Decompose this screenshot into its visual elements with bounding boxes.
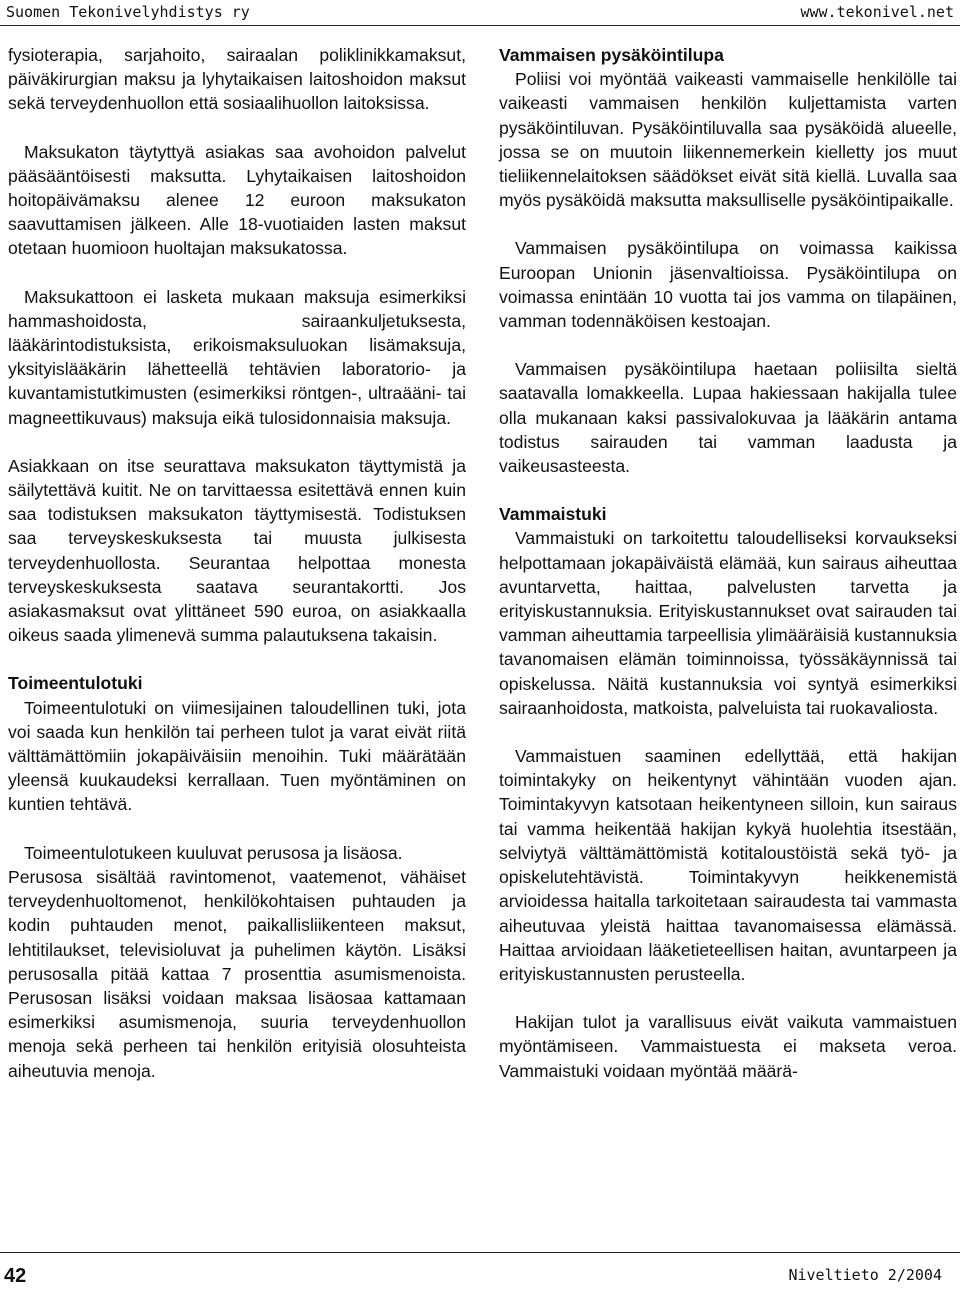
paragraph: Toimeentulotukeen kuuluvat perusosa ja lisäosa. bbox=[24, 842, 403, 863]
header-organization: Suomen Tekonivelyhdistys ry bbox=[6, 3, 250, 21]
publication-name: Niveltieto 2/2004 bbox=[788, 1266, 942, 1284]
paragraph: fysioterapia, sarjahoito, sairaalan poliklinikkamaksut, päiväkirurgian maksu ja lyhytaikaisen laitoshoidon maksut sekä terveydenhuollon että sosiaalihuollon laitoksissa. bbox=[8, 45, 466, 114]
paragraph: Maksukattoon ei lasketa mukaan maksuja esimerkiksi hammashoidosta, sairaankuljetuksesta, lääkärintodistuksista, erikoismaksuluokan lisämaksuja, yksityislääkärin lähetteellä tehtävien laboratorio- ja kuvantamistutkimusten (esimerkiksi röntgen-, ultraääni- tai magneettikuvaus) maksuja eikä tulosidonnaisia maksuja. bbox=[8, 286, 466, 428]
header-website[interactable]: www.tekonivel.net bbox=[800, 3, 954, 21]
paragraph: Poliisi voi myöntää vaikeasti vammaiselle henkilölle tai vaikeasti vammaisen henkilön kuljettamista varten pysäköintiluvan. Pysäköintiluvalla saa pysäköidä alueelle, jossa se on muutoin liikennemerkein kielletty jos muut tieliikennelaitoksen säädökset eivät sitä kiellä. Luvalla saa myös pysäköidä maksutta maksulliselle pysäköintipaikalle. bbox=[499, 69, 957, 211]
paragraph: Vammaistuki on tarkoitettu taloudelliseksi korvaukseksi helpottamaan jokapäiväistä elämää, kun sairaus aiheuttaa avuntarvetta, haittaa, palvelusten tarvetta ja erityiskustannuksia. Erityiskustannukset ovat sairauden tai vamman aiheuttamia tarpeellisia ylimääräisiä kustannuksia tavanomaisen elämän toiminnoissa, työssäkäynnissä tai opiskelussa. Näitä kustannuksia voi syntyä esimerkiksi sairaanhoidosta, matkoista, palveluista tai ruokavaliosta. bbox=[499, 528, 957, 718]
left-column bbox=[8, 43, 466, 1083]
section-heading-vammaistuki: Vammaistuki bbox=[499, 504, 607, 525]
footer-divider bbox=[0, 1252, 960, 1253]
paragraph: Vammaisen pysäköintilupa haetaan poliisilta sieltä saatavalla lomakkeella. Lupaa hakiessaan hakijalla tulee olla mukanaan kaksi passivalokuvaa ja lääkärin antama todistus sairauden tai vamman laadusta ja vaikeusasteesta. bbox=[499, 359, 957, 477]
page-number: 42 bbox=[4, 1265, 27, 1287]
right-column bbox=[499, 43, 957, 1083]
paragraph: Asiakkaan on itse seurattava maksukaton täyttymistä ja säilytettävä kuitit. Ne on tarvittaessa esitettävä ennen kuin saa todistuksen maksukaton täyttymisestä. Todistuksen saa terveyskeskuksesta tai muusta julkisesta terveydenhuollosta. Seurantaa helpottaa monesta terveyskeskuksesta saatava seurantakortti. Jos asiakasmaksut ovat ylittäneet 590 euroa, on asiakkaalla oikeus saada ylimenevä summa palautuksena takaisin. bbox=[8, 455, 466, 646]
paragraph: Toimeentulotuki on viimesijainen taloudellinen tuki, jota voi saada kun henkilön tai perheen tulot ja varat eivät riitä välttämättömiin jokapäiväisiin menoihin. Tuki määrätään yleensä kuukaudeksi kerrallaan. Tuen myöntäminen on kuntien tehtävä. bbox=[8, 697, 466, 815]
paragraph: Vammaistuen saaminen edellyttää, että hakijan toimintakyky on heikentynyt vähintään vuoden ajan. Toimintakyvyn katsotaan heikentyneen silloin, kun sairaus tai vamma heikentää hakijan kykyä huolehtia itsestään, selviytyä välttämättömistä kotitaloustöistä sekä työ- ja opiskelutehtävistä. Toimintakyvyn heikkenemistä arvioidessa haitalla tarkoitetaan sairaudesta tai vammasta aiheutuvaa yleistä haittaa tavanomaisessa elämässä. Haittaa arvioidaan lääketieteellisen haitan, avuntarpeen ja erityiskustannusten perusteella. bbox=[499, 746, 957, 984]
section-heading-toimeentulotuki: Toimeentulotuki bbox=[8, 673, 143, 694]
paragraph: Vammaisen pysäköintilupa on voimassa kaikissa Euroopan Unionin jäsenvaltioissa. Pysäköintilupa on voimassa enintään 10 vuotta tai jos vamma on tilapäinen, vamman todennäköisen kestoajan. bbox=[499, 238, 957, 332]
section-heading-pysakointilupa: Vammaisen pysäköintilupa bbox=[499, 45, 724, 65]
paragraph: Hakijan tulot ja varallisuus eivät vaikuta vammaistuen myöntämiseen. Vammaistuesta ei makseta veroa. Vammaistuki voidaan myöntää määrä- bbox=[499, 1012, 957, 1081]
header-divider bbox=[0, 25, 960, 26]
paragraph: Maksukaton täytyttyä asiakas saa avohoidon palvelut pääsääntöisesti maksutta. Lyhytaikaisen laitoshoidon hoitopäivämaksu alenee 12 euroon maksukaton saavuttamisen jälkeen. Alle 18-vuotiaiden lasten maksut otetaan huomioon huoltajan maksukatossa. bbox=[8, 141, 466, 259]
paragraph: Perusosa sisältää ravintomenot, vaatemenot, vähäiset terveydenhuoltomenot, henkilökohtaisen puhtauden ja kodin puhtauden menot, paikallisliikenteen maksut, lehtitilaukset, televisioluvat ja puhelimen käytön. Lisäksi perusosalla pitää kattaa 7 prosenttia asumismenoista. Perusosan lisäksi voidaan maksaa lisäosaa kattamaan esimerkiksi asumismenoja, suuria terveydenhuollon menoja sekä perheen tai henkilön erityisiä olosuhteista aiheutuvia menoja. bbox=[8, 866, 466, 1081]
